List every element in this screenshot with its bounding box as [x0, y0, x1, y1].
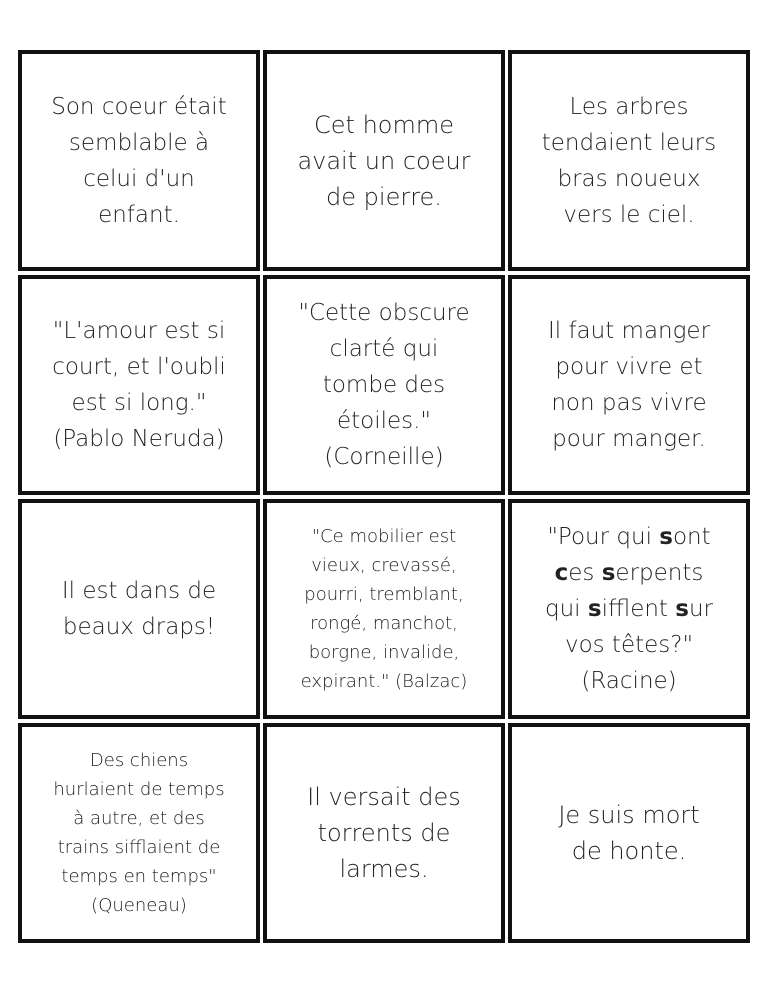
text-run: "Pour qui — [547, 524, 660, 550]
card-5 — [263, 275, 505, 495]
card-line: hurlaient de temps — [53, 779, 225, 800]
card-line: de honte. — [571, 837, 687, 865]
card-line: temps en temps" — [61, 866, 217, 887]
bold-run: s — [659, 524, 673, 550]
card-line: pourri, tremblant, — [304, 584, 464, 605]
text-run: vos têtes?" — [564, 632, 694, 658]
card-line: de pierre. — [326, 182, 442, 211]
card-line: à autre, et des — [73, 808, 205, 829]
card-3 — [508, 50, 750, 271]
card-2 — [263, 50, 505, 271]
card-line: larmes. — [339, 855, 429, 883]
card-text — [62, 573, 216, 645]
card-line: Son coeur était — [51, 93, 227, 120]
card-line: Je suis mort — [558, 801, 700, 829]
bold-run: c — [554, 560, 569, 586]
card-line — [545, 591, 713, 627]
card-8 — [263, 499, 505, 719]
card-line: (Pablo Neruda) — [53, 426, 225, 452]
card-line: "L'amour est si — [52, 318, 226, 344]
card-line: torrents de — [317, 819, 451, 847]
bold-run: s — [675, 596, 689, 622]
card-1 — [18, 50, 260, 271]
card-text — [298, 295, 469, 475]
bold-run: s — [587, 596, 602, 622]
card-line: rongé, manchot, — [310, 613, 458, 634]
card-line: vieux, crevassé, — [311, 555, 457, 576]
card-text — [545, 519, 713, 699]
card-grid — [18, 50, 750, 943]
card-line: expirant." (Balzac) — [300, 671, 468, 692]
card-text — [548, 313, 710, 457]
card-7 — [18, 499, 260, 719]
card-line: trains sifflaient de — [57, 837, 221, 858]
card-line: "Cette obscure — [298, 300, 470, 326]
card-line: clarté qui — [329, 336, 439, 362]
card-line: semblable à — [68, 129, 210, 156]
bold-run: s — [601, 560, 616, 586]
card-line: "Ce mobilier est — [311, 526, 457, 547]
text-run: (Racine) — [581, 668, 677, 694]
card-text — [542, 89, 716, 233]
card-9 — [508, 499, 750, 719]
card-line: tendaient leurs — [541, 129, 717, 156]
card-text — [558, 797, 699, 869]
card-line — [545, 519, 713, 555]
card-line: borgne, invalide, — [308, 642, 460, 663]
card-line — [545, 663, 713, 699]
card-4 — [18, 275, 260, 495]
card-line — [545, 627, 713, 663]
card-line: tombe des — [322, 372, 446, 398]
text-run: ont — [672, 524, 711, 550]
card-text — [53, 746, 224, 920]
card-line: est si long." — [71, 390, 207, 416]
card-line: enfant. — [98, 201, 180, 228]
card-text — [52, 313, 226, 457]
text-run: es — [568, 560, 602, 586]
card-10 — [18, 723, 260, 943]
card-text — [307, 779, 461, 887]
card-6 — [508, 275, 750, 495]
card-line — [545, 555, 713, 591]
card-line: pour vivre et — [555, 354, 703, 380]
text-run: qui — [544, 596, 588, 622]
card-11 — [263, 723, 505, 943]
text-run: erpents — [615, 560, 704, 586]
text-run: ur — [688, 596, 714, 622]
card-line: bras noueux — [557, 165, 701, 192]
card-text — [51, 89, 226, 233]
card-line: vers le ciel. — [563, 201, 695, 228]
card-line: celui d'un — [83, 165, 195, 192]
card-line: court, et l'oubli — [52, 354, 226, 380]
card-line: Il versait des — [307, 783, 461, 811]
card-line: Les arbres — [569, 93, 689, 120]
text-run: ifflent — [601, 596, 676, 622]
card-text — [297, 107, 470, 215]
card-line: (Queneau) — [91, 895, 187, 916]
card-line: (Corneille) — [324, 444, 444, 470]
card-line: non pas vivre — [551, 390, 707, 416]
card-line: Des chiens — [89, 750, 189, 771]
card-line: avait un coeur — [297, 146, 471, 175]
card-line: Cet homme — [314, 110, 454, 139]
card-line: étoiles." — [336, 408, 432, 434]
card-line: Il est dans de — [61, 578, 217, 604]
card-12 — [508, 723, 750, 943]
card-line: beaux draps! — [62, 614, 216, 640]
card-line: pour manger. — [552, 426, 706, 452]
card-text — [301, 522, 468, 696]
card-line: Il faut manger — [547, 318, 711, 344]
